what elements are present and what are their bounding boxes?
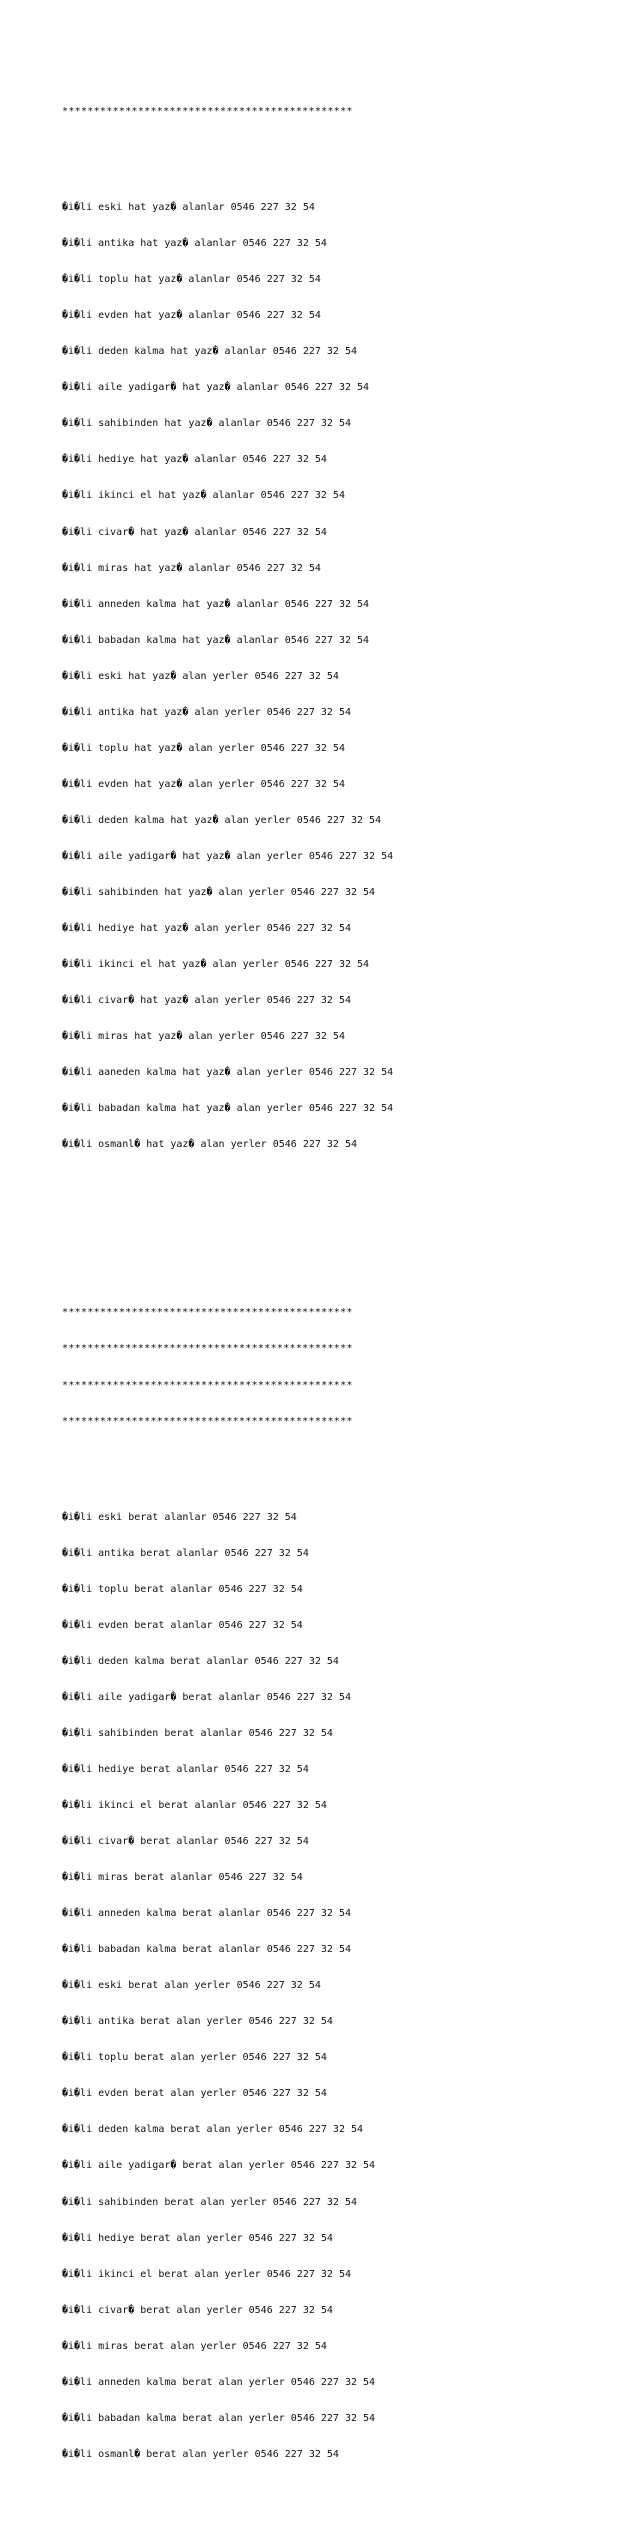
list-item: �i�li eski hat yaz� alan yerler 0546 227 32 54 (62, 670, 339, 682)
blank-line (62, 142, 622, 154)
list-item: �i�li aaneden kalma hat yaz� alan yerler 0546 227 32 54 (62, 1067, 394, 1079)
listing-list (62, 1488, 622, 2485)
list-item: �i�li sahibinden hat yaz� alanlar 0546 227 32 54 (62, 418, 351, 430)
list-item: �i�li babadan kalma berat alanlar 0546 227 32 54 (62, 1944, 351, 1956)
list-item: �i�li ikinci el berat alanlar 0546 227 32 54 (62, 1800, 327, 1812)
list-item: �i�li evden hat yaz� alanlar 0546 227 32 54 (62, 310, 321, 322)
list-item: �i�li ikinci el hat yaz� alan yerler 0546 227 32 54 (62, 959, 370, 971)
list-item: �i�li hediye hat yaz� alan yerler 0546 227 32 54 (62, 923, 351, 935)
list-item: �i�li antika hat yaz� alan yerler 0546 227 32 54 (62, 706, 351, 718)
separator-line: ********************************************** (62, 1379, 353, 1391)
list-item: �i�li toplu berat alanlar 0546 227 32 54 (62, 1583, 303, 1595)
separator-line: ********************************************** (62, 106, 353, 117)
list-item: �i�li aile yadigar� berat alanlar 0546 227 32 54 (62, 1691, 351, 1703)
list-item: �i�li sahibinden berat alan yerler 0546 227 32 54 (62, 2196, 358, 2208)
listing-list (62, 178, 622, 1175)
list-item: �i�li toplu berat alan yerler 0546 227 32 54 (62, 2052, 327, 2064)
list-item: �i�li sahibinden berat alanlar 0546 227 32 54 (62, 1727, 333, 1739)
list-item: �i�li deden kalma hat yaz� alanlar 0546 227 32 54 (62, 346, 358, 358)
list-item: �i�li miras berat alanlar 0546 227 32 54 (62, 1872, 303, 1884)
blank-line (62, 1235, 622, 1247)
list-item: �i�li hediye hat yaz� alanlar 0546 227 32 54 (62, 454, 327, 466)
document-page (62, 58, 622, 2521)
list-item: �i�li miras hat yaz� alanlar 0546 227 32 54 (62, 562, 321, 574)
blank-line (62, 1452, 622, 1464)
list-item: �i�li babadan kalma hat yaz� alanlar 0546 227 32 54 (62, 634, 370, 646)
list-item: �i�li osmanl� hat yaz� alan yerler 0546 227 32 54 (62, 1139, 358, 1151)
list-item: �i�li eski berat alan yerler 0546 227 32 54 (62, 1980, 321, 1992)
list-item: �i�li babadan kalma hat yaz� alan yerler 0546 227 32 54 (62, 1103, 394, 1115)
list-item: �i�li hediye berat alanlar 0546 227 32 54 (62, 1763, 309, 1775)
list-item: �i�li miras berat alan yerler 0546 227 32 54 (62, 2340, 327, 2352)
list-item: �i�li eski berat alanlar 0546 227 32 54 (62, 1511, 297, 1523)
list-item: �i�li anneden kalma hat yaz� alanlar 0546 227 32 54 (62, 598, 370, 610)
list-item: �i�li deden kalma hat yaz� alan yerler 0546 227 32 54 (62, 814, 382, 826)
list-item: �i�li babadan kalma berat alan yerler 0546 227 32 54 (62, 2412, 376, 2424)
list-item: �i�li aile yadigar� hat yaz� alan yerler 0546 227 32 54 (62, 850, 394, 862)
separator-line: ********************************************** (62, 1343, 353, 1355)
section-hat-yazi (62, 82, 622, 1199)
list-item: �i�li evden berat alan yerler 0546 227 32 54 (62, 2088, 327, 2100)
list-item: �i�li deden kalma berat alan yerler 0546 227 32 54 (62, 2124, 364, 2136)
section-berat (62, 1283, 622, 2509)
list-item: �i�li miras hat yaz� alan yerler 0546 227 32 54 (62, 1031, 345, 1043)
list-item: �i�li antika berat alan yerler 0546 227 32 54 (62, 2016, 333, 2028)
list-item: �i�li osmanl� berat alan yerler 0546 227 32 54 (62, 2448, 339, 2460)
list-item: �i�li civar� berat alan yerler 0546 227 32 54 (62, 2304, 333, 2316)
list-item: �i�li deden kalma berat alanlar 0546 227 32 54 (62, 1655, 339, 1667)
list-item: �i�li aile yadigar� hat yaz� alanlar 0546 227 32 54 (62, 382, 370, 394)
list-item: �i�li toplu hat yaz� alan yerler 0546 227 32 54 (62, 742, 345, 754)
list-item: �i�li ikinci el hat yaz� alanlar 0546 227 32 54 (62, 490, 345, 502)
list-item: �i�li anneden kalma berat alan yerler 0546 227 32 54 (62, 2376, 376, 2388)
list-item: �i�li civar� hat yaz� alanlar 0546 227 32 54 (62, 526, 327, 538)
separator-line: ********************************************** (62, 1415, 353, 1427)
list-item: �i�li sahibinden hat yaz� alan yerler 0546 227 32 54 (62, 886, 376, 898)
list-item: �i�li evden hat yaz� alan yerler 0546 227 32 54 (62, 778, 345, 790)
list-item: �i�li hediye berat alan yerler 0546 227 32 54 (62, 2232, 333, 2244)
separator-line: ********************************************** (62, 1307, 353, 1319)
list-item: �i�li aile yadigar� berat alan yerler 0546 227 32 54 (62, 2160, 376, 2172)
list-item: �i�li ikinci el berat alan yerler 0546 227 32 54 (62, 2268, 351, 2280)
list-item: �i�li antika berat alanlar 0546 227 32 54 (62, 1547, 309, 1559)
list-item: �i�li antika hat yaz� alanlar 0546 227 32 54 (62, 238, 327, 250)
list-item: �i�li eski hat yaz� alanlar 0546 227 32 54 (62, 202, 315, 214)
list-item: �i�li civar� berat alanlar 0546 227 32 54 (62, 1836, 309, 1848)
list-item: �i�li evden berat alanlar 0546 227 32 54 (62, 1619, 303, 1631)
list-item: �i�li anneden kalma berat alanlar 0546 227 32 54 (62, 1908, 351, 1920)
list-item: �i�li toplu hat yaz� alanlar 0546 227 32 54 (62, 274, 321, 286)
list-item: �i�li civar� hat yaz� alan yerler 0546 227 32 54 (62, 995, 351, 1007)
